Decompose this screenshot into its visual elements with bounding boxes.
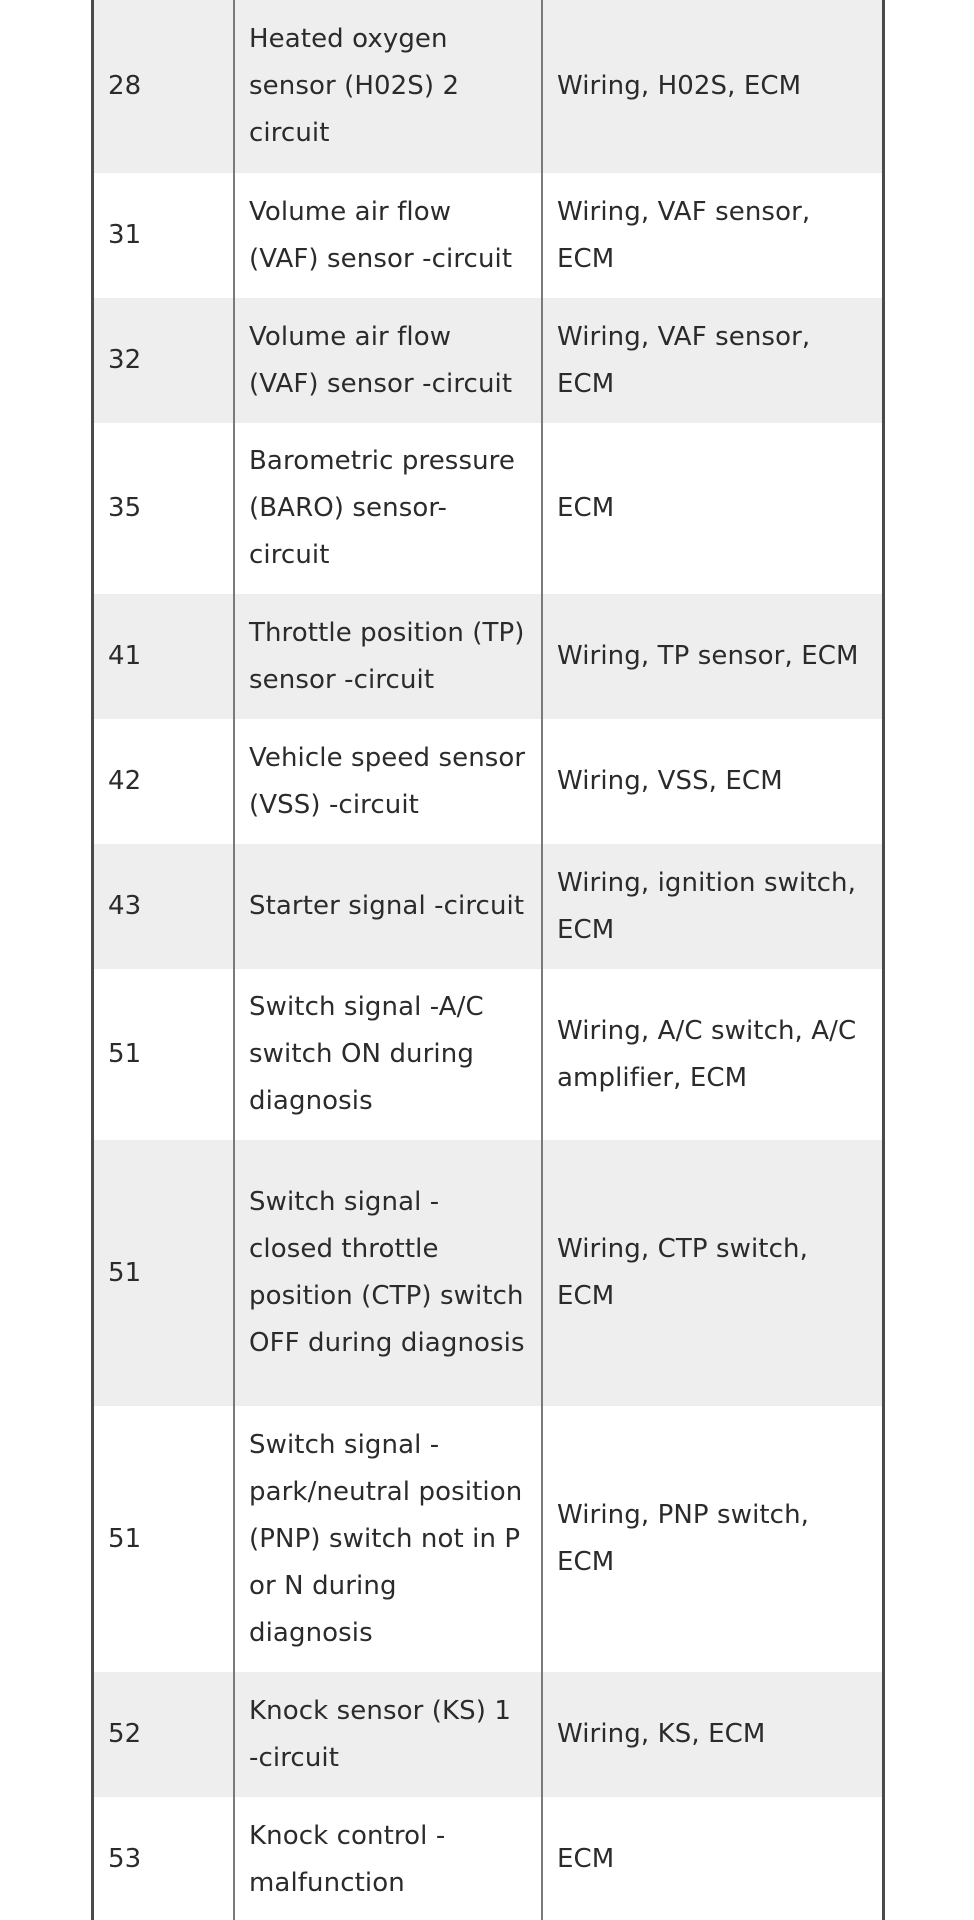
table-row <box>94 173 882 298</box>
trouble-area-cell: Wiring, ignition switch, ECM <box>542 844 882 969</box>
dtc-code-cell: 51 <box>94 969 234 1140</box>
dtc-code-cell: 52 <box>94 1672 234 1797</box>
trouble-area-cell: Wiring, VSS, ECM <box>542 719 882 844</box>
table-row <box>94 423 882 594</box>
trouble-area-cell: ECM <box>542 423 882 594</box>
dtc-code-cell: 31 <box>94 173 234 298</box>
table-row <box>94 719 882 844</box>
trouble-area-cell: Wiring, VAF sensor, ECM <box>542 173 882 298</box>
diagnosis-description-cell: Switch signal - closed throttle position (CTP) switch OFF during diagnosis <box>234 1140 542 1406</box>
diagnosis-description-cell: Vehicle speed sensor (VSS) -circuit <box>234 719 542 844</box>
diagnosis-description-cell: Volume air flow (VAF) sensor -circuit <box>234 298 542 423</box>
table-row <box>94 1140 882 1406</box>
table-row <box>94 1797 882 1920</box>
diagnosis-description-cell: Barometric pressure (BARO) sensor-circuit <box>234 423 542 594</box>
diagnosis-description-cell: Knock sensor (KS) 1 -circuit <box>234 1672 542 1797</box>
diagnosis-description-cell: Switch signal - park/neutral position (PNP) switch not in P or N during diagnosis <box>234 1406 542 1672</box>
trouble-area-cell: Wiring, TP sensor, ECM <box>542 594 882 719</box>
trouble-area-cell: Wiring, H02S, ECM <box>542 0 882 173</box>
dtc-table <box>94 0 882 1920</box>
diagnosis-description-cell: Switch signal -A/C switch ON during diagnosis <box>234 969 542 1140</box>
table-row <box>94 1672 882 1797</box>
dtc-code-cell: 41 <box>94 594 234 719</box>
table-row <box>94 844 882 969</box>
dtc-code-cell: 32 <box>94 298 234 423</box>
table-row <box>94 0 882 173</box>
table-row <box>94 594 882 719</box>
trouble-area-cell: ECM <box>542 1797 882 1920</box>
table-row <box>94 1406 882 1672</box>
diagnosis-description-cell: Starter signal -circuit <box>234 844 542 969</box>
diagnostic-trouble-code-table <box>91 0 885 1920</box>
dtc-code-cell: 28 <box>94 0 234 173</box>
diagnosis-description-cell: Heated oxygen sensor (H02S) 2 circuit <box>234 0 542 173</box>
dtc-code-cell: 43 <box>94 844 234 969</box>
diagnosis-description-cell: Throttle position (TP) sensor -circuit <box>234 594 542 719</box>
table-row <box>94 969 882 1140</box>
diagnosis-description-cell: Knock control -malfunction <box>234 1797 542 1920</box>
trouble-area-cell: Wiring, VAF sensor, ECM <box>542 298 882 423</box>
table-row <box>94 298 882 423</box>
dtc-code-cell: 51 <box>94 1140 234 1406</box>
dtc-code-cell: 51 <box>94 1406 234 1672</box>
trouble-area-cell: Wiring, PNP switch, ECM <box>542 1406 882 1672</box>
trouble-area-cell: Wiring, CTP switch, ECM <box>542 1140 882 1406</box>
diagnosis-description-cell: Volume air flow (VAF) sensor -circuit <box>234 173 542 298</box>
trouble-area-cell: Wiring, A/C switch, A/C amplifier, ECM <box>542 969 882 1140</box>
dtc-code-cell: 35 <box>94 423 234 594</box>
dtc-code-cell: 42 <box>94 719 234 844</box>
trouble-area-cell: Wiring, KS, ECM <box>542 1672 882 1797</box>
dtc-code-cell: 53 <box>94 1797 234 1920</box>
